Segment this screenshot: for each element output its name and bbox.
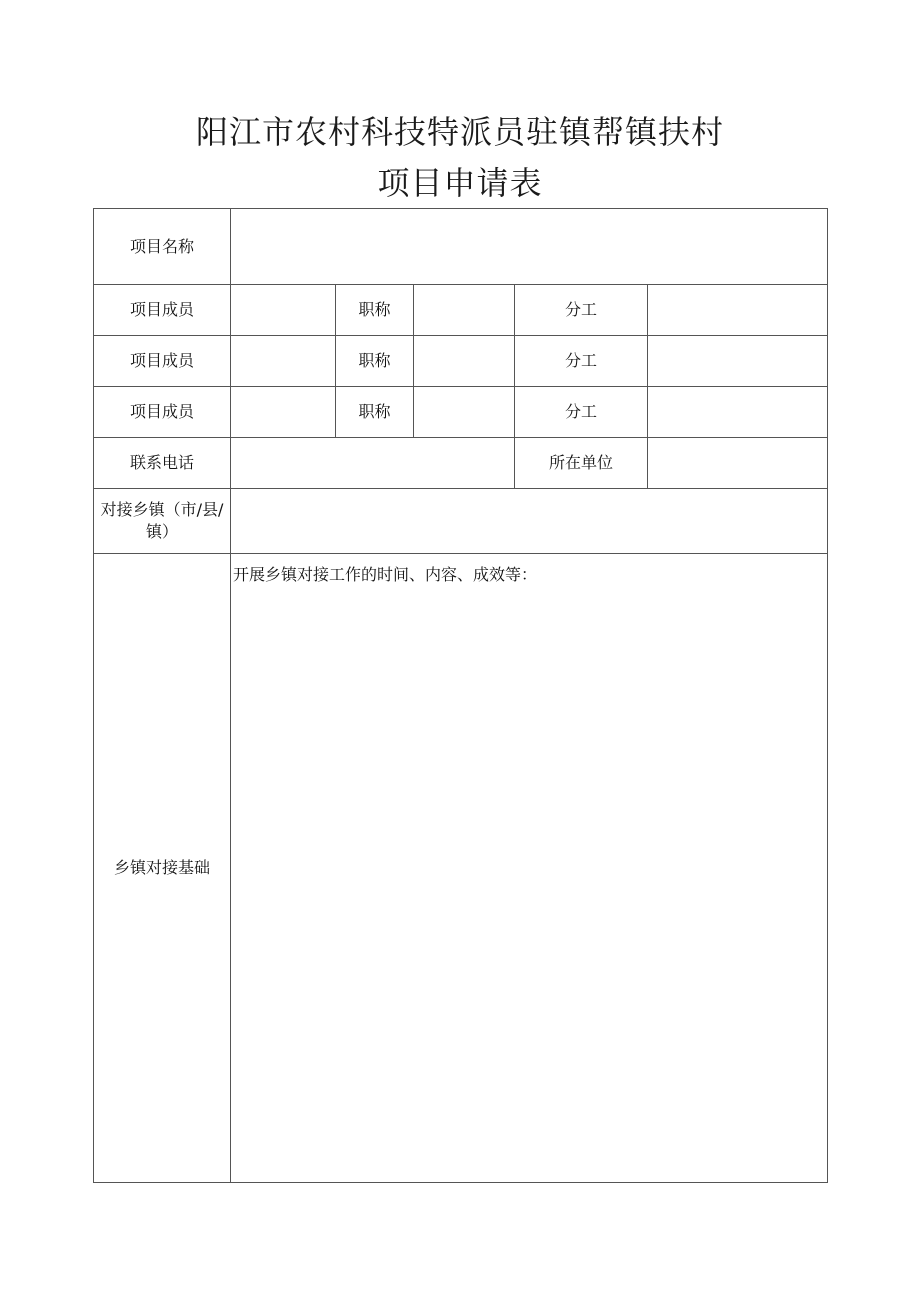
town-label-line2: 镇） [145,522,178,541]
division-label: 分工 [515,285,648,336]
project-name-field[interactable] [231,209,828,285]
phone-label: 联系电话 [94,438,231,489]
member-division-field[interactable] [648,387,828,438]
unit-label: 所在单位 [515,438,648,489]
member-title-field[interactable] [414,336,515,387]
project-name-label: 项目名称 [94,209,231,285]
town-label [94,489,231,554]
row-member-3 [94,387,828,438]
unit-field[interactable] [648,438,828,489]
title-label: 职称 [336,285,414,336]
application-form-table [93,208,828,1183]
row-contact [94,438,828,489]
member-title-field[interactable] [414,387,515,438]
division-label: 分工 [515,336,648,387]
member-label: 项目成员 [94,336,231,387]
member-label: 项目成员 [94,387,231,438]
member-name-field[interactable] [231,387,336,438]
basis-prompt: 开展乡镇对接工作的时间、内容、成效等： [233,565,538,584]
member-title-field[interactable] [414,285,515,336]
town-field[interactable] [231,489,828,554]
title-label: 职称 [336,387,414,438]
phone-field[interactable] [231,438,515,489]
row-basis [94,554,828,1183]
row-project-name [94,209,828,285]
member-name-field[interactable] [231,336,336,387]
member-name-field[interactable] [231,285,336,336]
document-title-line2: 项目申请表 [377,164,543,202]
basis-label: 乡镇对接基础 [94,554,231,1183]
member-division-field[interactable] [648,285,828,336]
basis-field[interactable] [231,554,828,1183]
division-label: 分工 [515,387,648,438]
town-label-line1: 对接乡镇（市/县/ [100,500,224,519]
document-title-line1: 阳江市农村科技特派员驻镇帮镇扶村 [195,113,724,151]
title-label: 职称 [336,336,414,387]
row-member-1 [94,285,828,336]
row-town [94,489,828,554]
member-label: 项目成员 [94,285,231,336]
member-division-field[interactable] [648,336,828,387]
row-member-2 [94,336,828,387]
